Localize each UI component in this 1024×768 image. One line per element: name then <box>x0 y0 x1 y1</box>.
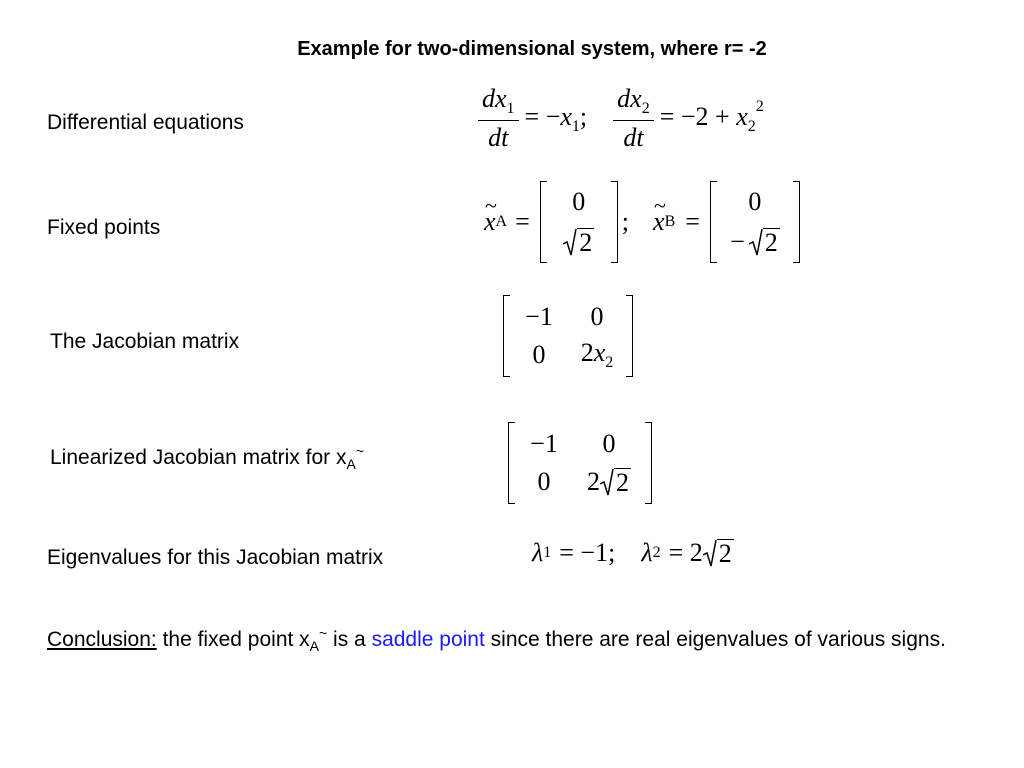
eigenvalues-math: λ 1 = −1; λ 2 = 2 2 <box>532 538 732 568</box>
linearized-jacobian-label: Linearized Jacobian matrix for $x_A^\sim$ <box>50 443 365 473</box>
saddle-point-highlight: saddle point <box>371 628 485 651</box>
differential-equations-math: $\frac{dx_1}{dt}$ = $-x_1$; $\frac{dx_2}{dt}$ = $-2 + x_2^2$ <box>478 84 764 153</box>
slide-title: Example for two-dimensional system, where r= -2 <box>297 38 767 60</box>
linearized-jacobian-matrix: −1 0 0 2 2 <box>508 422 652 504</box>
conclusion-heading: Conclusion: <box>47 628 157 651</box>
conclusion-text: Conclusion: the fixed point $x_A^\sim$ is a saddle point since there are real eigenvalues of various signs. <box>47 625 946 655</box>
fixed-points-label: Fixed points <box>47 216 161 239</box>
fixed-points-math: ~ x A = 0 2 ; ~ x B = 0 − 2 <box>484 180 800 264</box>
eigenvalues-label: Eigenvalues for this Jacobian matrix <box>47 546 384 569</box>
differential-equations-label: Differential equations <box>47 111 244 134</box>
jacobian-label: The Jacobian matrix <box>50 330 240 353</box>
jacobian-matrix: −1 0 0 $2x_2$ <box>503 295 633 377</box>
